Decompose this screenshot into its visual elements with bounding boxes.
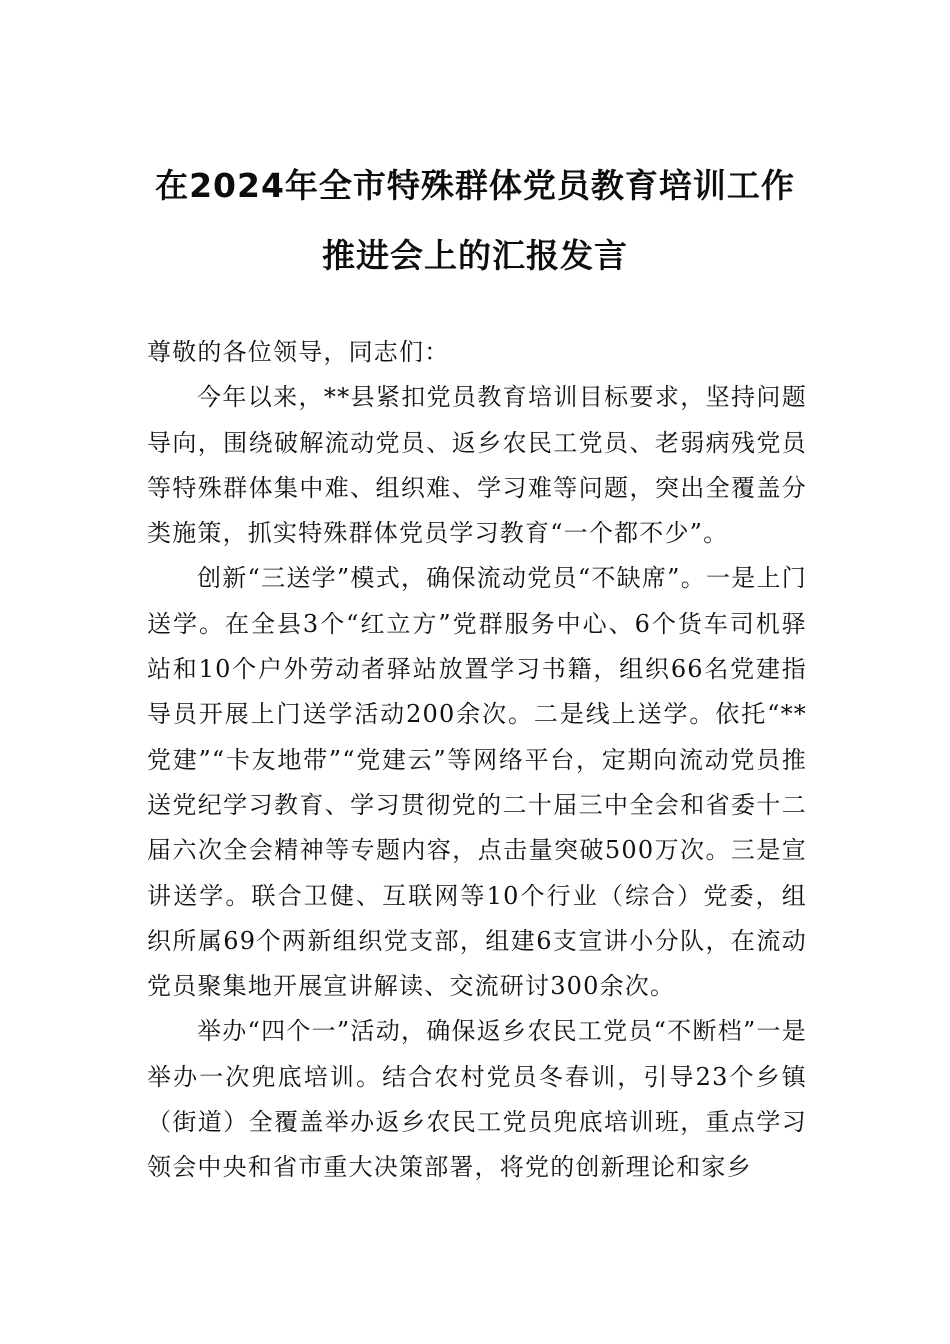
paragraph-three-delivery: 创新“三送学”模式，确保流动党员“不缺席”。一是上门送学。在全县3个“红立方”党群服务中心、6个货车司机驿站和10个户外劳动者驿站放置学习书籍，组织66名党建指导员开展上门送学活动200余次。二是线上送学。依托“**党建”“卡友地带”“党建云”等网络平台，定期向流动党员推送党纪学习教育、学习贯彻党的二十届三中全会和省委十二届六次全会精神等专题内容，点击量突破500万次。三是宣讲送学。联合卫健、互联网等10个行业（综合）党委，组织所属69个两新组织党支部，组建6支宣讲小分队，在流动党员聚集地开展宣讲解读、交流研讨300余次。 bbox=[147, 564, 807, 1001]
paragraph-four-one: 举办“四个一”活动，确保返乡农民工党员“不断档”一是举办一次兜底培训。结合农村党员冬春训，引导23个乡镇（街道）全覆盖举办返乡农民工党员兜底培训班，重点学习领会中央和省市重大决策部署，将党的创新理论和家乡 bbox=[147, 1017, 807, 1182]
salutation: 尊敬的各位领导，同志们： bbox=[147, 338, 450, 366]
paragraph-intro: 今年以来，**县紧扣党员教育培训目标要求，坚持问题导向，围绕破解流动党员、返乡农民工党员、老弱病残党员等特殊群体集中难、组织难、学习难等问题，突出全覆盖分类施策，抓实特殊群体党员学习教育“一个都不少”。 bbox=[147, 383, 807, 548]
document-body bbox=[147, 330, 807, 1191]
document-title-line-2: 推进会上的汇报发言 bbox=[322, 236, 628, 275]
document-title-line-1: 在2024年全市特殊群体党员教育培训工作 bbox=[155, 166, 795, 205]
